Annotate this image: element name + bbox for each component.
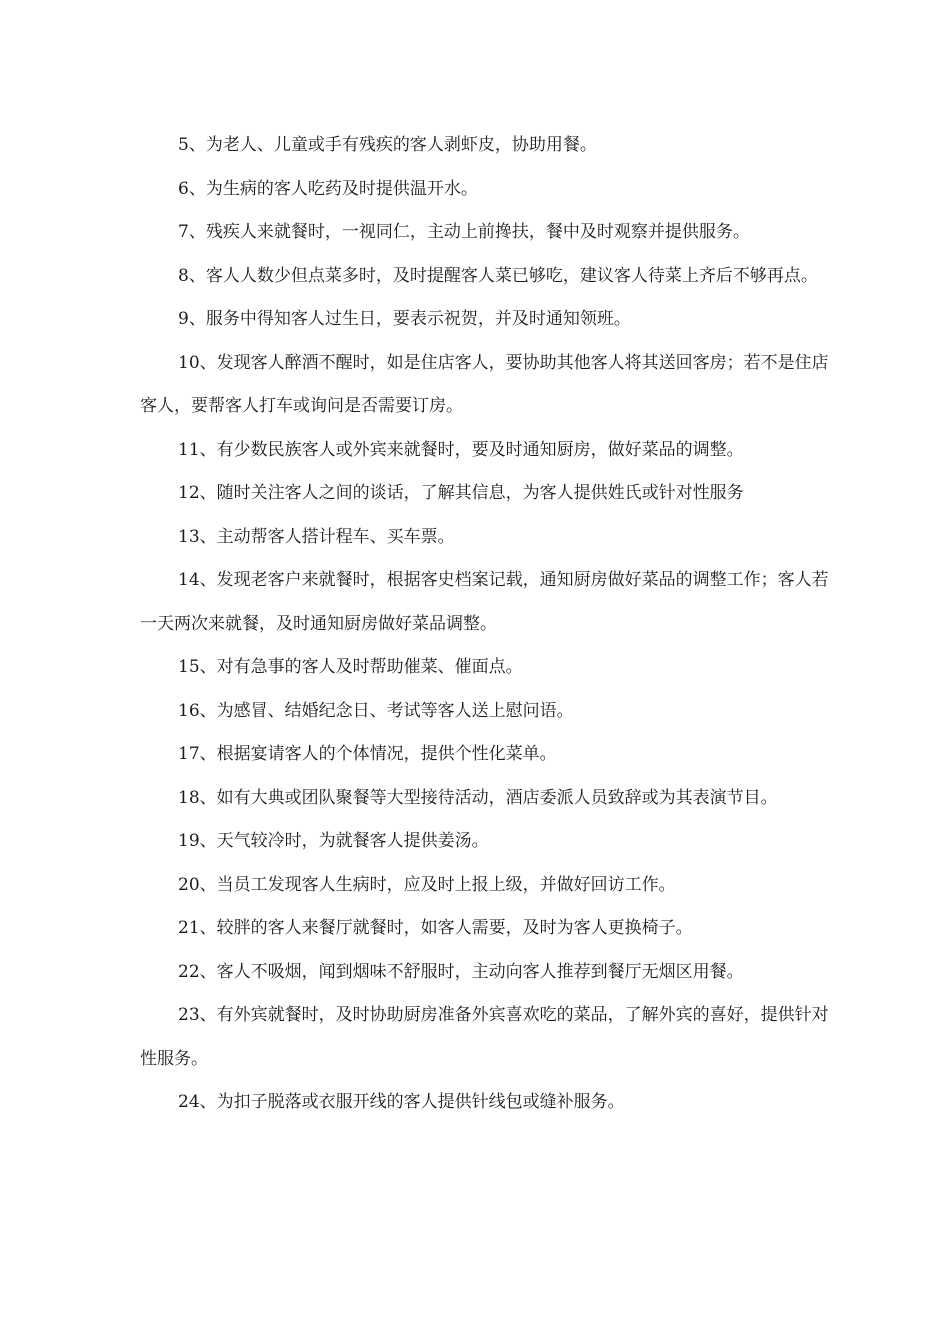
list-item: 8、客人人数少但点菜多时，及时提醒客人菜已够吃，建议客人待菜上齐后不够再点。 xyxy=(178,265,818,286)
list-item: 19、天气较冷时，为就餐客人提供姜汤。 xyxy=(178,831,489,851)
list-item: 17、根据宴请客人的个体情况，提供个性化菜单。 xyxy=(178,744,557,764)
list-item: 10、发现客人醉酒不醒时，如是住店客人，要协助其他客人将其送回客房；若不是住店客人，要帮客人打车或询问是否需要订房。 xyxy=(140,352,829,416)
list-item: 15、对有急事的客人及时帮助催菜、催面点。 xyxy=(178,657,523,677)
list-item: 22、客人不吸烟，闻到烟味不舒服时，主动向客人推荐到餐厅无烟区用餐。 xyxy=(178,961,744,982)
list-item: 21、较胖的客人来餐厅就餐时，如客人需要，及时为客人更换椅子。 xyxy=(178,918,693,938)
list-item: 6、为生病的客人吃药及时提供温开水。 xyxy=(178,178,478,199)
document-body xyxy=(140,124,830,1125)
list-item: 13、主动帮客人搭计程车、买车票。 xyxy=(178,526,455,547)
list-item: 24、为扣子脱落或衣服开线的客人提供针线包或缝补服务。 xyxy=(178,1092,625,1112)
list-item: 7、残疾人来就餐时，一视同仁，主动上前搀扶，餐中及时观察并提供服务。 xyxy=(178,222,750,242)
list-item: 23、有外宾就餐时，及时协助厨房准备外宾喜欢吃的菜品，了解外宾的喜好，提供针对性服务。 xyxy=(140,1005,829,1069)
list-item: 18、如有大典或团队聚餐等大型接待活动，酒店委派人员致辞或为其表演节目。 xyxy=(178,787,778,808)
list-item: 12、随时关注客人之间的谈话，了解其信息，为客人提供姓氏或针对性服务 xyxy=(178,483,744,503)
list-item: 5、为老人、儿童或手有残疾的客人剥虾皮，协助用餐。 xyxy=(178,135,597,155)
list-item: 20、当员工发现客人生病时，应及时上报上级，并做好回访工作。 xyxy=(178,874,676,895)
list-item: 11、有少数民族客人或外宾来就餐时，要及时通知厨房，做好菜品的调整。 xyxy=(178,439,744,460)
list-item: 14、发现老客户来就餐时，根据客史档案记载，通知厨房做好菜品的调整工作；客人若一天两次来就餐，及时通知厨房做好菜品调整。 xyxy=(140,570,829,634)
list-item: 9、服务中得知客人过生日，要表示祝贺，并及时通知领班。 xyxy=(178,309,631,329)
list-item: 16、为感冒、结婚纪念日、考试等客人送上慰问语。 xyxy=(178,700,574,721)
